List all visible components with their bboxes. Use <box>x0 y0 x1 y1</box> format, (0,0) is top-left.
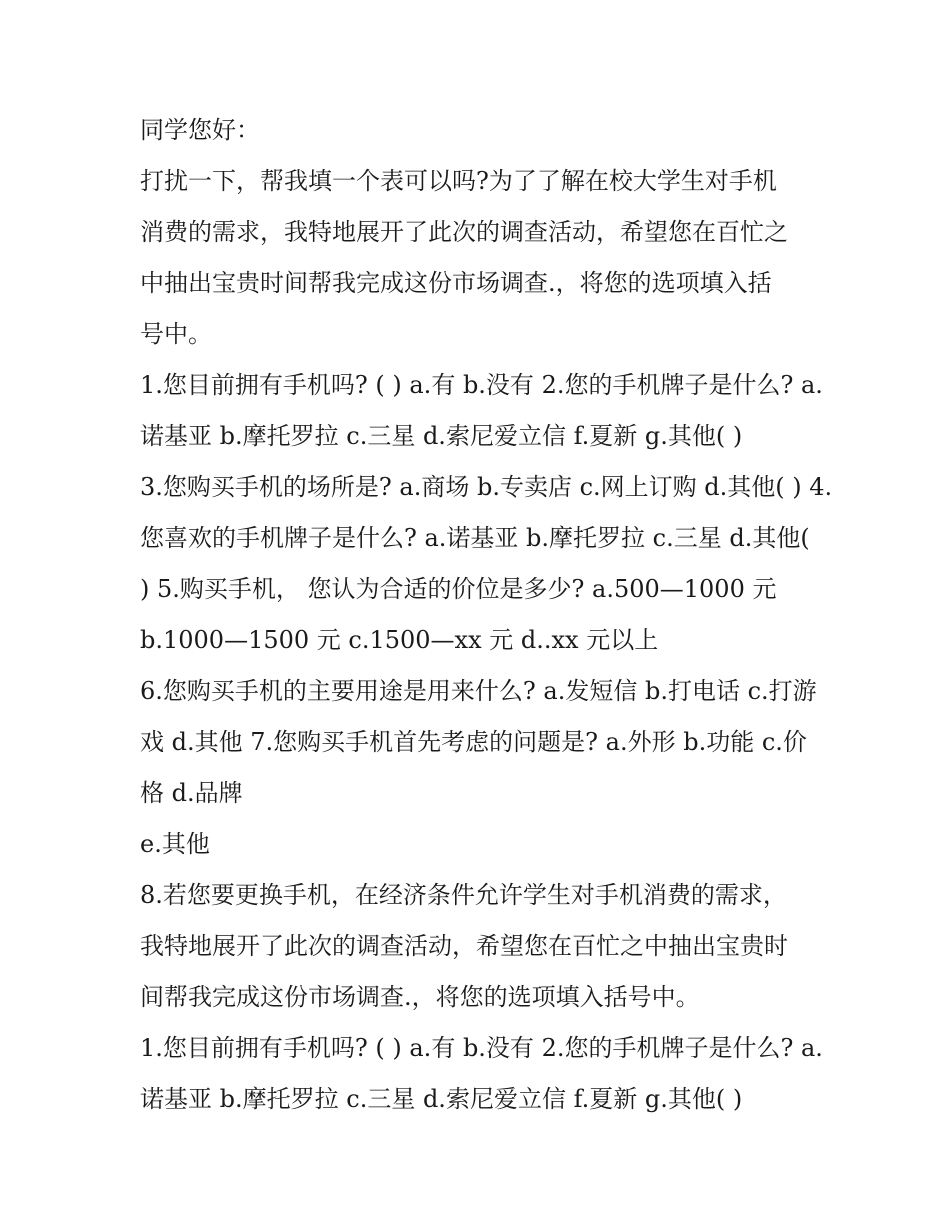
text-line: e.其他 <box>140 830 210 858</box>
text-line: 1.您目前拥有手机吗? ( ) a.有 b.没有 2.您的手机牌子是什么? a. <box>140 371 823 399</box>
text-line: 1.您目前拥有手机吗? ( ) a.有 b.没有 2.您的手机牌子是什么? a. <box>140 1034 823 1062</box>
text-line: ) 5.购买手机， 您认为合适的价位是多少? a.500—1000 元 <box>140 575 777 603</box>
text-line: 3.您购买手机的场所是? a.商场 b.专卖店 c.网上订购 d.其他( ) 4. <box>140 473 833 501</box>
document-text <box>140 105 833 1125</box>
text-line: 您喜欢的手机牌子是什么? a.诺基亚 b.摩托罗拉 c.三星 d.其他( <box>140 524 810 552</box>
text-line: b.1000—1500 元 c.1500—xx 元 d..xx 元以上 <box>140 626 659 654</box>
text-line: 消费的需求，我特地展开了此次的调查活动，希望您在百忙之 <box>140 218 788 246</box>
text-line: 格 d.品牌 <box>140 779 243 807</box>
text-line: 打扰一下，帮我填一个表可以吗?为了了解在校大学生对手机 <box>140 167 777 195</box>
text-line: 戏 d.其他 7.您购买手机首先考虑的问题是? a.外形 b.功能 c.价 <box>140 728 807 756</box>
text-line: 诺基亚 b.摩托罗拉 c.三星 d.索尼爱立信 f.夏新 g.其他( ) <box>140 422 743 450</box>
text-line: 中抽出宝贵时间帮我完成这份市场调查.，将您的选项填入括 <box>140 269 772 297</box>
text-line: 8.若您要更换手机，在经济条件允许学生对手机消费的需求， <box>140 881 787 909</box>
text-line: 号中。 <box>140 320 212 348</box>
text-line: 6.您购买手机的主要用途是用来什么? a.发短信 b.打电话 c.打游 <box>140 677 817 705</box>
text-line: 诺基亚 b.摩托罗拉 c.三星 d.索尼爱立信 f.夏新 g.其他( ) <box>140 1085 743 1113</box>
text-line: 同学您好： <box>140 116 260 144</box>
text-line: 间帮我完成这份市场调查.，将您的选项填入括号中。 <box>140 983 700 1011</box>
text-line: 我特地展开了此次的调查活动，希望您在百忙之中抽出宝贵时 <box>140 932 788 960</box>
document-body <box>140 105 833 1125</box>
